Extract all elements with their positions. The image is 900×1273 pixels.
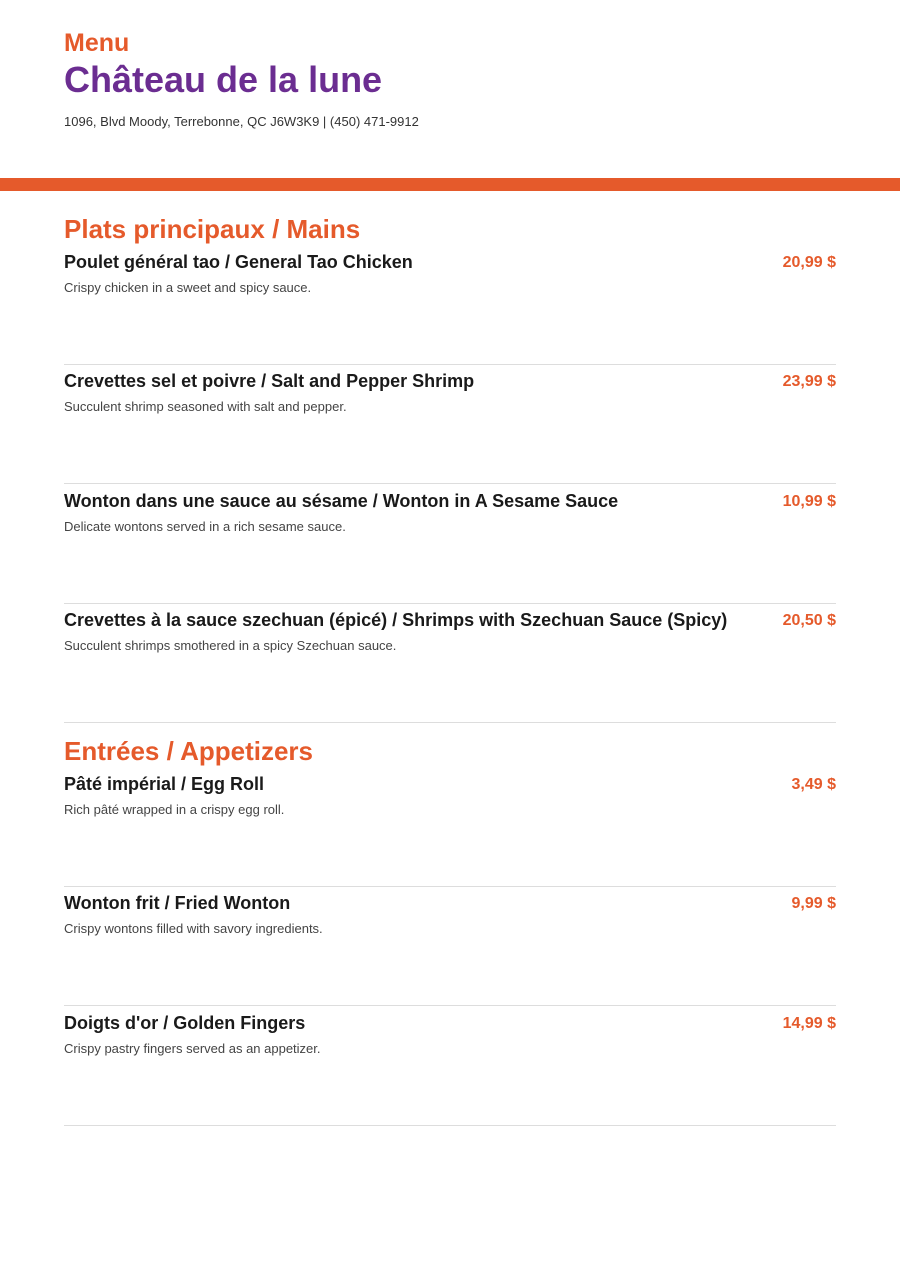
item-divider <box>64 722 836 723</box>
item-name: Wonton frit / Fried Wonton <box>64 893 291 913</box>
item-price: 23,99 $ <box>782 373 836 390</box>
menu-item <box>64 609 836 728</box>
item-description: Delicate wontons served in a rich sesame sauce. <box>64 519 346 534</box>
section-title: Plats principaux / Mains <box>64 214 361 244</box>
menu-item <box>64 251 836 370</box>
menu-item <box>64 892 836 1011</box>
item-description: Rich pâté wrapped in a crispy egg roll. <box>64 802 285 817</box>
item-name: Wonton dans une sauce au sésame / Wonton in A Sesame Sauce <box>64 491 619 511</box>
item-price: 3,49 $ <box>791 776 836 793</box>
item-price: 14,99 $ <box>782 1015 836 1032</box>
item-name: Crevettes à la sauce szechuan (épicé) / Shrimps with Szechuan Sauce (Spicy) <box>64 610 728 630</box>
item-price: 10,99 $ <box>782 493 836 510</box>
item-description: Crispy wontons filled with savory ingredients. <box>64 921 323 936</box>
item-name: Doigts d'or / Golden Fingers <box>64 1013 306 1033</box>
item-price: 20,50 $ <box>782 612 836 629</box>
item-description: Crispy pastry fingers served as an appetizer. <box>64 1041 321 1056</box>
item-divider <box>64 1005 836 1006</box>
menu-item <box>64 1012 836 1131</box>
item-price: 9,99 $ <box>791 895 836 912</box>
restaurant-address: 1096, Blvd Moody, Terrebonne, QC J6W3K9 | (450) 471-9912 <box>64 114 419 129</box>
item-name: Crevettes sel et poivre / Salt and Pepper Shrimp <box>64 371 475 391</box>
item-divider <box>64 483 836 484</box>
item-name: Pâté impérial / Egg Roll <box>64 774 265 794</box>
item-divider <box>64 364 836 365</box>
item-price: 20,99 $ <box>782 254 836 271</box>
menu-item <box>64 773 836 892</box>
menu-item <box>64 490 836 609</box>
section-title: Entrées / Appetizers <box>64 736 314 766</box>
item-description: Succulent shrimps smothered in a spicy Szechuan sauce. <box>64 638 397 653</box>
item-description: Crispy chicken in a sweet and spicy sauce. <box>64 280 312 295</box>
accent-bar <box>0 178 900 191</box>
item-description: Succulent shrimp seasoned with salt and pepper. <box>64 399 347 414</box>
menu-label: Menu <box>64 29 130 57</box>
item-name: Poulet général tao / General Tao Chicken <box>64 252 413 272</box>
item-divider <box>64 886 836 887</box>
item-divider <box>64 603 836 604</box>
item-divider <box>64 1125 836 1126</box>
restaurant-name: Château de la lune <box>64 59 383 100</box>
menu-item <box>64 370 836 489</box>
